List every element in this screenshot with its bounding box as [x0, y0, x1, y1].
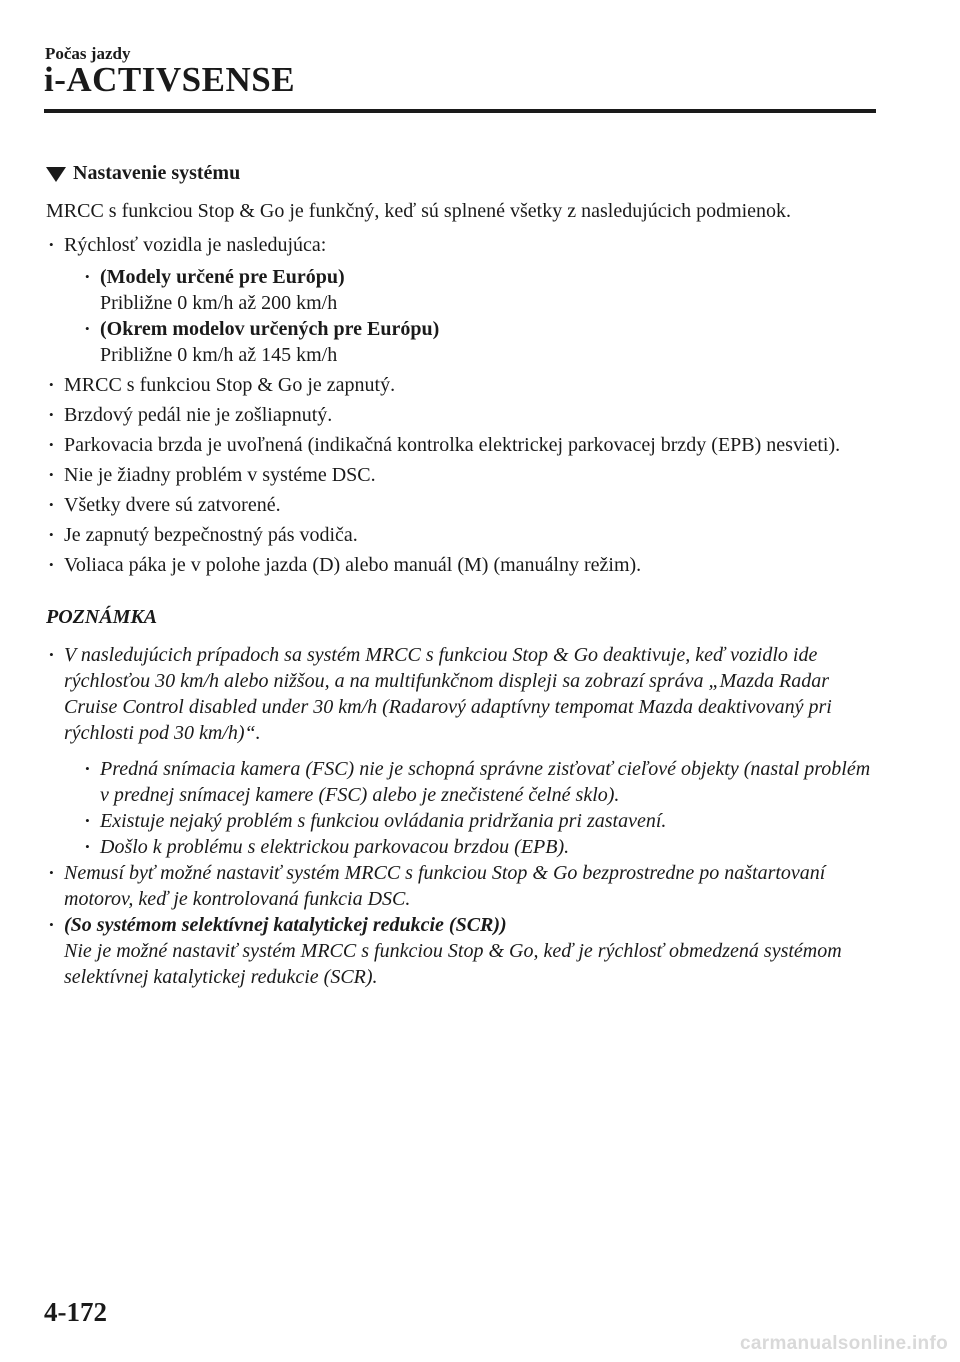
list-item: • Brzdový pedál nie je zošliapnutý.: [46, 402, 876, 428]
list-item: • MRCC s funkciou Stop & Go je zapnutý.: [46, 372, 876, 398]
noneu-label: • (Okrem modelov určených pre Európu): [100, 318, 440, 340]
note-subitem: • Predná snímacia kamera (FSC) nie je schopná správne zisťovať cieľové objekty (nastal problém v prednej snímacej kamere (FSC) alebo je znečistené čelné sklo).: [82, 756, 876, 808]
list-item: • Parkovacia brzda je uvoľnená (indikačná kontrolka elektrickej parkovacej brzdy (EPB) nesvieti).: [46, 432, 876, 458]
list-item-noneu: [82, 316, 876, 368]
list-item-eu: [82, 264, 876, 316]
note-title: POZNÁMKA: [46, 606, 158, 628]
speed-text: Rýchlosť vozidla je nasledujúca:: [64, 234, 327, 256]
subheading-text: Nastavenie systému: [73, 162, 241, 184]
note-item-deactivation: [46, 642, 876, 860]
list-item: • Nie je žiadny problém v systéme DSC.: [46, 462, 876, 488]
note-item-engine-start: • Nemusí byť možné nastaviť systém MRCC s funkciou Stop & Go bezprostredne po naštartovaní motorov, keď je kontrolovaná funkcia DSC.: [46, 860, 876, 912]
note-list: [46, 642, 876, 990]
main-content: [46, 160, 876, 990]
note-subitem: • Existuje nejaký problém s funkciou ovládania pridržania pri zastavení.: [82, 808, 876, 834]
note-sublist: [64, 756, 876, 860]
list-item: • Voliaca páka je v polohe jazda (D) alebo manuál (M) (manuálny režim).: [46, 552, 876, 578]
note-item-scr: [46, 912, 876, 990]
list-item: • Je zapnutý bezpečnostný pás vodiča.: [46, 522, 876, 548]
triangle-down-icon: [46, 167, 66, 182]
scr-label: • (So systémom selektívnej katalytickej redukcie (SCR)): [64, 914, 507, 936]
noneu-value: Približne 0 km/h až 145 km/h: [100, 344, 338, 366]
header-divider: [44, 109, 876, 113]
eu-value: Približne 0 km/h až 200 km/h: [100, 292, 338, 314]
watermark: carmanualsonline.info: [740, 1333, 948, 1354]
speed-sublist: [64, 264, 876, 368]
section-label: Počas jazdy: [45, 44, 131, 63]
page-number: 4-172: [44, 1297, 107, 1327]
scr-text: Nie je možné nastaviť systém MRCC s funkciou Stop & Go, keď je rýchlosť obmedzená systémom selektívnej katalytickej redukcie (SCR).: [64, 940, 842, 988]
note-item-text: V nasledujúcich prípadoch sa systém MRCC s funkciou Stop & Go deaktivuje, keď vozidlo ide rýchlosťou 30 km/h alebo nižšou, a na multifunkčnom displeji sa zobrazí správa „Mazda Radar Cruise Control disabled under 30 km/h (Radarový adaptívny tempomat Mazda deaktivovaný pri rýchlosti pod 30 km/h)“.: [64, 644, 832, 744]
list-item-speed: [46, 232, 876, 368]
subheading: [46, 160, 876, 186]
conditions-list: [46, 232, 876, 578]
eu-label: • (Modely určené pre Európu): [100, 266, 345, 288]
note-subitem: • Došlo k problému s elektrickou parkovacou brzdou (EPB).: [82, 834, 876, 860]
page-title: i-ACTIVSENSE: [44, 60, 296, 99]
list-item: • Všetky dvere sú zatvorené.: [46, 492, 876, 518]
intro-paragraph: MRCC s funkciou Stop & Go je funkčný, keď sú splnené všetky z nasledujúcich podmienok.: [46, 200, 792, 222]
